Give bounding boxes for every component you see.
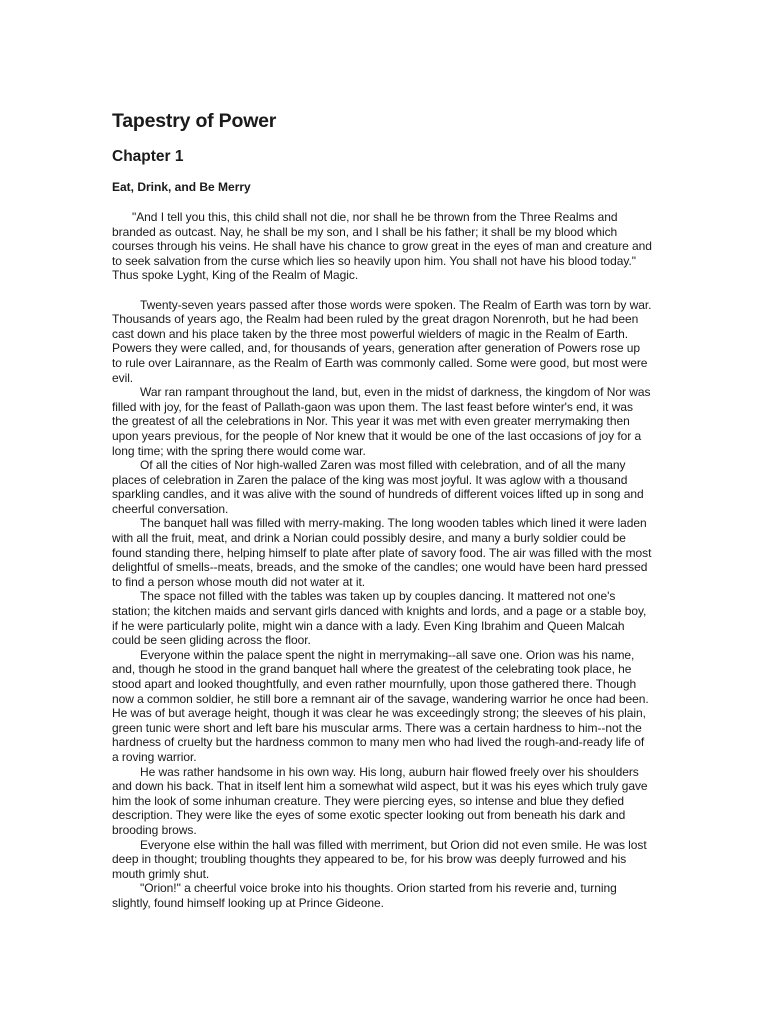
paragraph: Twenty-seven years passed after those words were spoken. The Realm of Earth was torn by war. Thousands of years ago, the Realm had been ruled by the great dragon Norenroth, but he had been cast down and his place taken by the three most powerful wielders of magic in the Realm of Earth. Powers they were called, and, for thousands of years, generation after generation of Powers rose up to rule over Lairannare, as the Realm of Earth was commonly called. Some were good, but most were evil. — [112, 297, 652, 385]
paragraph: "Orion!" a cheerful voice broke into his thoughts. Orion started from his reverie and, turning slightly, found himself looking up at Prince Gideone. — [112, 881, 617, 910]
paragraph: War ran rampant throughout the land, but, even in the midst of darkness, the kingdom of Nor was filled with joy, for the feast of Pallath-gaon was upon them. The last feast before winter's end, it was the greatest of all the celebrations in Nor. This year it was met with even greater merrymaking then upon years previous, for the people of Nor knew that it would be one of the last occasions of joy for a long time; with the spring there would come war. — [112, 385, 651, 458]
paragraph: He was rather handsome in his own way. His long, auburn hair flowed freely over his shoulders and down his back. That in itself lent him a somewhat wild aspect, but it was his eyes which truly gave him the look of some inhuman creature. They were piercing eyes, so intense and blue they defied description. They were like the eyes of some exotic specter looking out from beneath his dark and brooding brows. — [112, 764, 648, 837]
paragraph: The banquet hall was filled with merry-making. The long wooden tables which lined it were laden with all the fruit, meat, and drink a Norian could possibly desire, and many a burly soldier could be found standing there, helping himself to plate after plate of savory food. The air was filled with the most delightful of smells--meats, breads, and the smoke of the candles; one would have been hard pressed to find a person whose mouth did not water at it. — [112, 516, 652, 589]
paragraph: Of all the cities of Nor high-walled Zaren was most filled with celebration, and of all the many places of celebration in Zaren the palace of the king was most joyful. It was aglow with a thousand sparkling candles, and it was alive with the sound of hundreds of different voices lifted up in song and cheerful conversation. — [112, 458, 644, 516]
paragraph: Everyone else within the hall was filled with merriment, but Orion did not even smile. He was lost deep in thought; troubling thoughts they appeared to be, for his brow was deeply furrowed and his mouth grimly shut. — [112, 837, 647, 881]
chapter-heading: Chapter 1 — [112, 148, 184, 165]
paragraph: "And I tell you this, this child shall not die, nor shall he be thrown from the Three Realms and branded as outcast. Nay, he shall be my son, and I shall be his father; it shall be my blood which courses through his veins. He shall have his chance to grow great in the eyes of man and creature and to seek salvation from the curse which lies so heavily upon him. You shall not have his blood today." Thus spoke Lyght, King of the Realm of Magic. — [112, 210, 652, 283]
paragraph: The space not filled with the tables was taken up by couples dancing. It mattered not one's station; the kitchen maids and servant girls danced with knights and lords, and a page or a stable boy, if he were particularly polite, might win a dance with a lady. Even King Ibrahim and Queen Malcah could be seen gliding across the floor. — [112, 589, 647, 648]
chapter-subtitle: Eat, Drink, and Be Merry — [112, 180, 251, 194]
book-title: Tapestry of Power — [112, 110, 277, 132]
body-text — [112, 210, 652, 911]
paragraph: Everyone within the palace spent the night in merrymaking--all save one. Orion was his name, and, though he stood in the grand banquet hall where the greatest of the celebrating took place, he stood apart and looked thoughtfully, and even rather mournfully, upon those gathered there. Though now a common soldier, he still bore a remnant air of the savage, wandering warrior he once had been. He was of but average height, though it was clear he was exceedingly strong; the sleeves of his plain, green tunic were short and left bare his muscular arms. There was a certain hardness to him--not the hardness of cruelty but the hardness common to many men who had lived the rough-and-ready life of a roving warrior. — [112, 647, 649, 764]
document-page — [112, 108, 652, 911]
